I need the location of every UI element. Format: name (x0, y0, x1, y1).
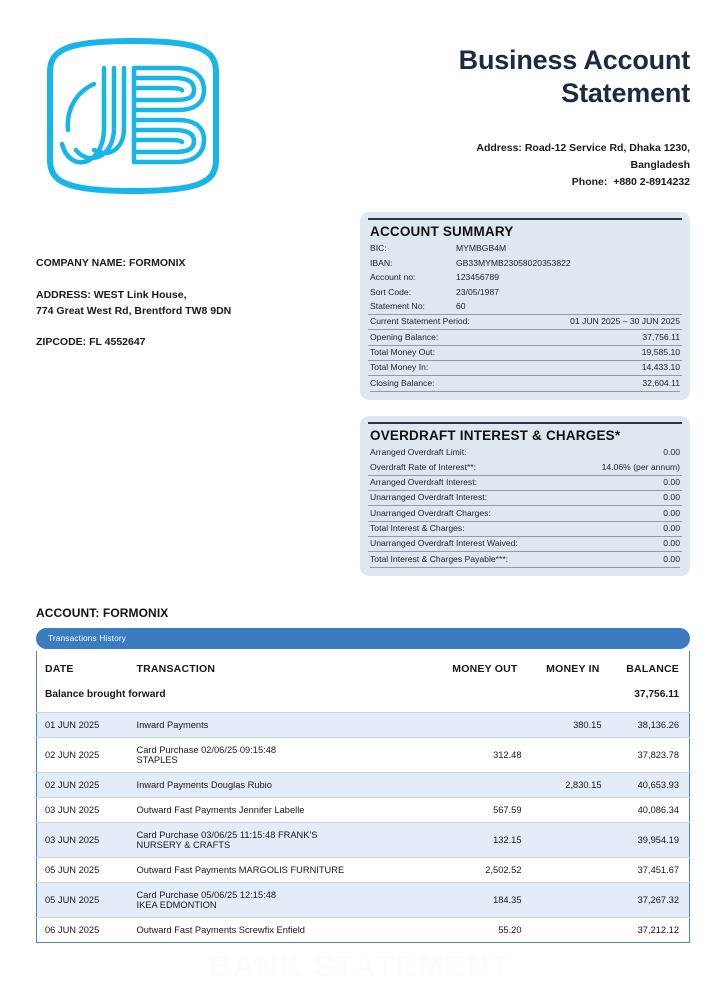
row-balance: 37,212.12 (610, 917, 690, 942)
row-balance: 39,954.19 (610, 822, 690, 857)
overdraft-row-unarranged-charges-value: 0.00 (663, 507, 680, 518)
row-description-line1: Inward Payments (136, 719, 209, 730)
summary-pair-statement-no (368, 300, 682, 314)
statement-details-section (0, 200, 720, 592)
overdraft-title: OVERDRAFT INTEREST & CHARGES* (370, 427, 621, 443)
row-money-in (530, 857, 610, 882)
transactions-section (0, 592, 720, 943)
page-title-line2: Statement (561, 77, 690, 108)
overdraft-panel (360, 416, 690, 576)
row-description-line2: STAPLES (136, 754, 178, 765)
row-money-out (444, 712, 530, 737)
overdraft-row-unarranged-interest (368, 490, 682, 505)
row-description (129, 857, 444, 882)
row-description (129, 882, 444, 917)
row-description (129, 917, 444, 942)
table-row[interactable] (37, 882, 690, 917)
overdraft-bottom-rule (370, 567, 680, 568)
column-header-money-out: MONEY OUT (444, 651, 530, 686)
row-balance: 37,267.32 (610, 882, 690, 917)
row-description (129, 712, 444, 737)
summary-row-total-money-in (368, 360, 682, 375)
company-zipcode-group (36, 335, 356, 351)
row-balance: 37,451.67 (610, 857, 690, 882)
row-description (129, 772, 444, 797)
table-row[interactable] (37, 822, 690, 857)
account-summary-title: ACCOUNT SUMMARY (370, 224, 514, 239)
overdraft-row-total-interest-charges-label: Total Interest & Charges: (370, 523, 465, 534)
summary-pair-bic (368, 242, 682, 256)
row-money-out: 312.48 (444, 737, 530, 772)
row-balance: 38,136.26 (610, 712, 690, 737)
customer-info-column (36, 212, 356, 351)
summary-pair-account-no-label: Account no: (370, 272, 416, 283)
summary-row-total-money-out (368, 345, 682, 360)
bank-phone: Phone: +880 2-8914232 (571, 175, 690, 188)
overdraft-row-interest-waived-value: 0.00 (663, 538, 680, 549)
summary-pair-bic-label: BIC: (370, 243, 387, 254)
row-money-out: 132.15 (444, 822, 530, 857)
row-balance: 40,086.34 (610, 797, 690, 822)
row-description-line1: Card Purchase 02/06/25 09:15:48 (136, 744, 277, 755)
overdraft-row-rate-of-interest-value: 14.06% (per annum) (601, 461, 680, 472)
transactions-table-body (37, 686, 690, 943)
account-summary-panel (360, 212, 690, 400)
company-zipcode: ZIPCODE: FL 4552647 (36, 336, 146, 349)
row-description-line1: Inward Payments Douglas Rubio (136, 779, 272, 790)
row-date: 02 JUN 2025 (37, 772, 129, 797)
table-row[interactable] (37, 797, 690, 822)
overdraft-row-arranged-limit-value: 0.00 (663, 447, 680, 458)
transactions-header-row (37, 651, 690, 686)
row-description (129, 797, 444, 822)
balance-brought-forward-value: 37,756.11 (610, 686, 690, 713)
overdraft-row-total-interest-charges (368, 521, 682, 536)
row-description-line1: Outward Fast Payments Screwfix Enfield (136, 924, 305, 935)
overdraft-row-unarranged-interest-label: Unarranged Overdraft Interest: (370, 492, 488, 503)
transactions-table-head (37, 651, 690, 686)
summary-bottom-rule (370, 391, 680, 392)
balance-brought-forward-row (37, 686, 690, 713)
transactions-account-label: ACCOUNT: FORMONIX (36, 605, 169, 620)
overdraft-row-total-interest-charges-value: 0.00 (663, 523, 680, 534)
summary-pair-account-no-value: 123456789 (456, 272, 500, 283)
overdraft-row-total-payable-value: 0.00 (663, 553, 680, 564)
company-name-group (36, 256, 356, 272)
row-money-in (530, 797, 610, 822)
table-row[interactable] (37, 737, 690, 772)
overdraft-row-rate-of-interest-label: Overdraft Rate of Interest**: (370, 461, 477, 472)
row-money-out (444, 772, 530, 797)
table-row[interactable] (37, 712, 690, 737)
bank-address-line2: Bangladesh (630, 158, 690, 171)
overdraft-row-arranged-interest (368, 475, 682, 490)
footer-watermark: BANK STATEMENT (209, 950, 511, 983)
table-row[interactable] (37, 857, 690, 882)
summary-row-opening-balance-value: 37,756.11 (642, 331, 680, 342)
overdraft-row-arranged-limit-label: Arranged Overdraft Limit: (370, 447, 467, 458)
table-row[interactable] (37, 772, 690, 797)
summary-row-closing-balance-value: 32,604.11 (642, 377, 680, 388)
summary-row-total-money-out-label: Total Money Out: (370, 347, 435, 358)
row-money-in: 380.15 (530, 712, 610, 737)
summary-row-statement-period-value: 01 JUN 2025 – 30 JUN 2025 (570, 316, 680, 327)
bank-contact-block (276, 140, 690, 191)
row-balance: 40,653.93 (610, 772, 690, 797)
summary-pair-iban-label: IBAN: (370, 257, 393, 268)
overdraft-row-unarranged-charges (368, 505, 682, 520)
transactions-history-banner: Transactions History (36, 628, 690, 649)
bank-address-line1: Address: Road-12 Service Rd, Dhaka 1230, (476, 141, 690, 154)
summary-row-total-money-in-value: 14,433.10 (641, 362, 680, 373)
row-description-line2: IKEA EDMONTION (136, 899, 217, 910)
page-title-line1: Business Account (458, 45, 690, 75)
summary-pair-statement-no-label: Statement No: (370, 300, 425, 311)
summary-pair-iban (368, 256, 682, 270)
summary-panels-column (356, 212, 690, 592)
overdraft-row-unarranged-interest-value: 0.00 (663, 492, 680, 503)
overdraft-row-arranged-interest-label: Arranged Overdraft Interest: (370, 476, 477, 487)
column-header-balance: BALANCE (610, 651, 690, 686)
summary-row-closing-balance-label: Closing Balance: (370, 377, 435, 388)
summary-row-total-money-out-value: 19,585.10 (641, 347, 680, 358)
row-description-line1: Card Purchase 05/06/25 12:15:48 (136, 889, 277, 900)
summary-pair-iban-value: GB33MYMB23058020353822 (456, 257, 571, 268)
table-row[interactable] (37, 917, 690, 942)
row-description-line1: Card Purchase 03/06/25 11:15:48 FRANK'S (136, 829, 318, 840)
row-money-out: 2,502.52 (444, 857, 530, 882)
overdraft-row-rate-of-interest (368, 460, 682, 474)
row-description-line2: NURSERY & CRAFTS (136, 839, 231, 850)
row-date: 05 JUN 2025 (37, 882, 129, 917)
row-description (129, 737, 444, 772)
row-money-out: 567.59 (444, 797, 530, 822)
summary-row-opening-balance-label: Opening Balance: (370, 331, 439, 342)
row-money-in: 2,830.15 (530, 772, 610, 797)
company-name: COMPANY NAME: FORMONIX (36, 257, 186, 269)
summary-pair-sort-code-value: 23/05/1987 (456, 286, 500, 297)
summary-pair-account-no (368, 271, 682, 285)
bank-logo (36, 28, 276, 200)
page-title (276, 44, 690, 110)
row-money-in (530, 882, 610, 917)
row-money-in (530, 737, 610, 772)
row-date: 05 JUN 2025 (37, 857, 129, 882)
summary-pair-bic-value: MYMBGB4M (456, 243, 507, 254)
summary-pair-sort-code (368, 285, 682, 299)
overdraft-row-total-payable (368, 551, 682, 566)
header-right-block (276, 28, 690, 191)
row-date: 06 JUN 2025 (37, 917, 129, 942)
summary-row-total-money-in-label: Total Money In: (370, 362, 429, 373)
summary-pair-statement-no-value: 60 (456, 300, 466, 311)
summary-row-closing-balance (368, 375, 682, 390)
row-money-out: 184.35 (444, 882, 530, 917)
overdraft-row-interest-waived (368, 536, 682, 551)
balance-brought-forward-label: Balance brought forward (37, 686, 444, 713)
row-date: 01 JUN 2025 (37, 712, 129, 737)
column-header-date: DATE (37, 651, 129, 686)
statement-header (0, 0, 720, 200)
column-header-money-in: MONEY IN (530, 651, 610, 686)
company-info-block (36, 256, 356, 351)
jb-monogram-logo-icon (36, 32, 230, 200)
overdraft-row-total-payable-label: Total Interest & Charges Payable***: (370, 553, 509, 564)
row-money-out: 55.20 (444, 917, 530, 942)
company-address-line1: ADDRESS: WEST Link House, (36, 288, 187, 301)
overdraft-row-arranged-interest-value: 0.00 (663, 476, 680, 487)
transactions-table (36, 651, 690, 943)
summary-row-statement-period-label: Current Statement Period: (370, 316, 470, 327)
summary-row-statement-period (368, 314, 682, 329)
row-balance: 37,823.78 (610, 737, 690, 772)
row-money-in (530, 822, 610, 857)
row-date: 02 JUN 2025 (37, 737, 129, 772)
row-description-line1: Outward Fast Payments MARGOLIS FURNITURE (136, 864, 345, 875)
row-description (129, 822, 444, 857)
overdraft-row-unarranged-charges-label: Unarranged Overdraft Charges: (370, 507, 491, 518)
overdraft-row-arranged-limit (368, 446, 682, 460)
column-header-transaction: TRANSACTION (129, 651, 444, 686)
company-address-group (36, 288, 356, 320)
row-description-line1: Outward Fast Payments Jennifer Labelle (136, 804, 305, 815)
row-date: 03 JUN 2025 (37, 822, 129, 857)
row-money-in (530, 917, 610, 942)
summary-pair-sort-code-label: Sort Code: (370, 286, 412, 297)
summary-row-opening-balance (368, 329, 682, 344)
company-address-line2: 774 Great West Rd, Brentford TW8 9DN (36, 304, 232, 317)
overdraft-row-interest-waived-label: Unarranged Overdraft Interest Waived: (370, 538, 518, 549)
row-date: 03 JUN 2025 (37, 797, 129, 822)
